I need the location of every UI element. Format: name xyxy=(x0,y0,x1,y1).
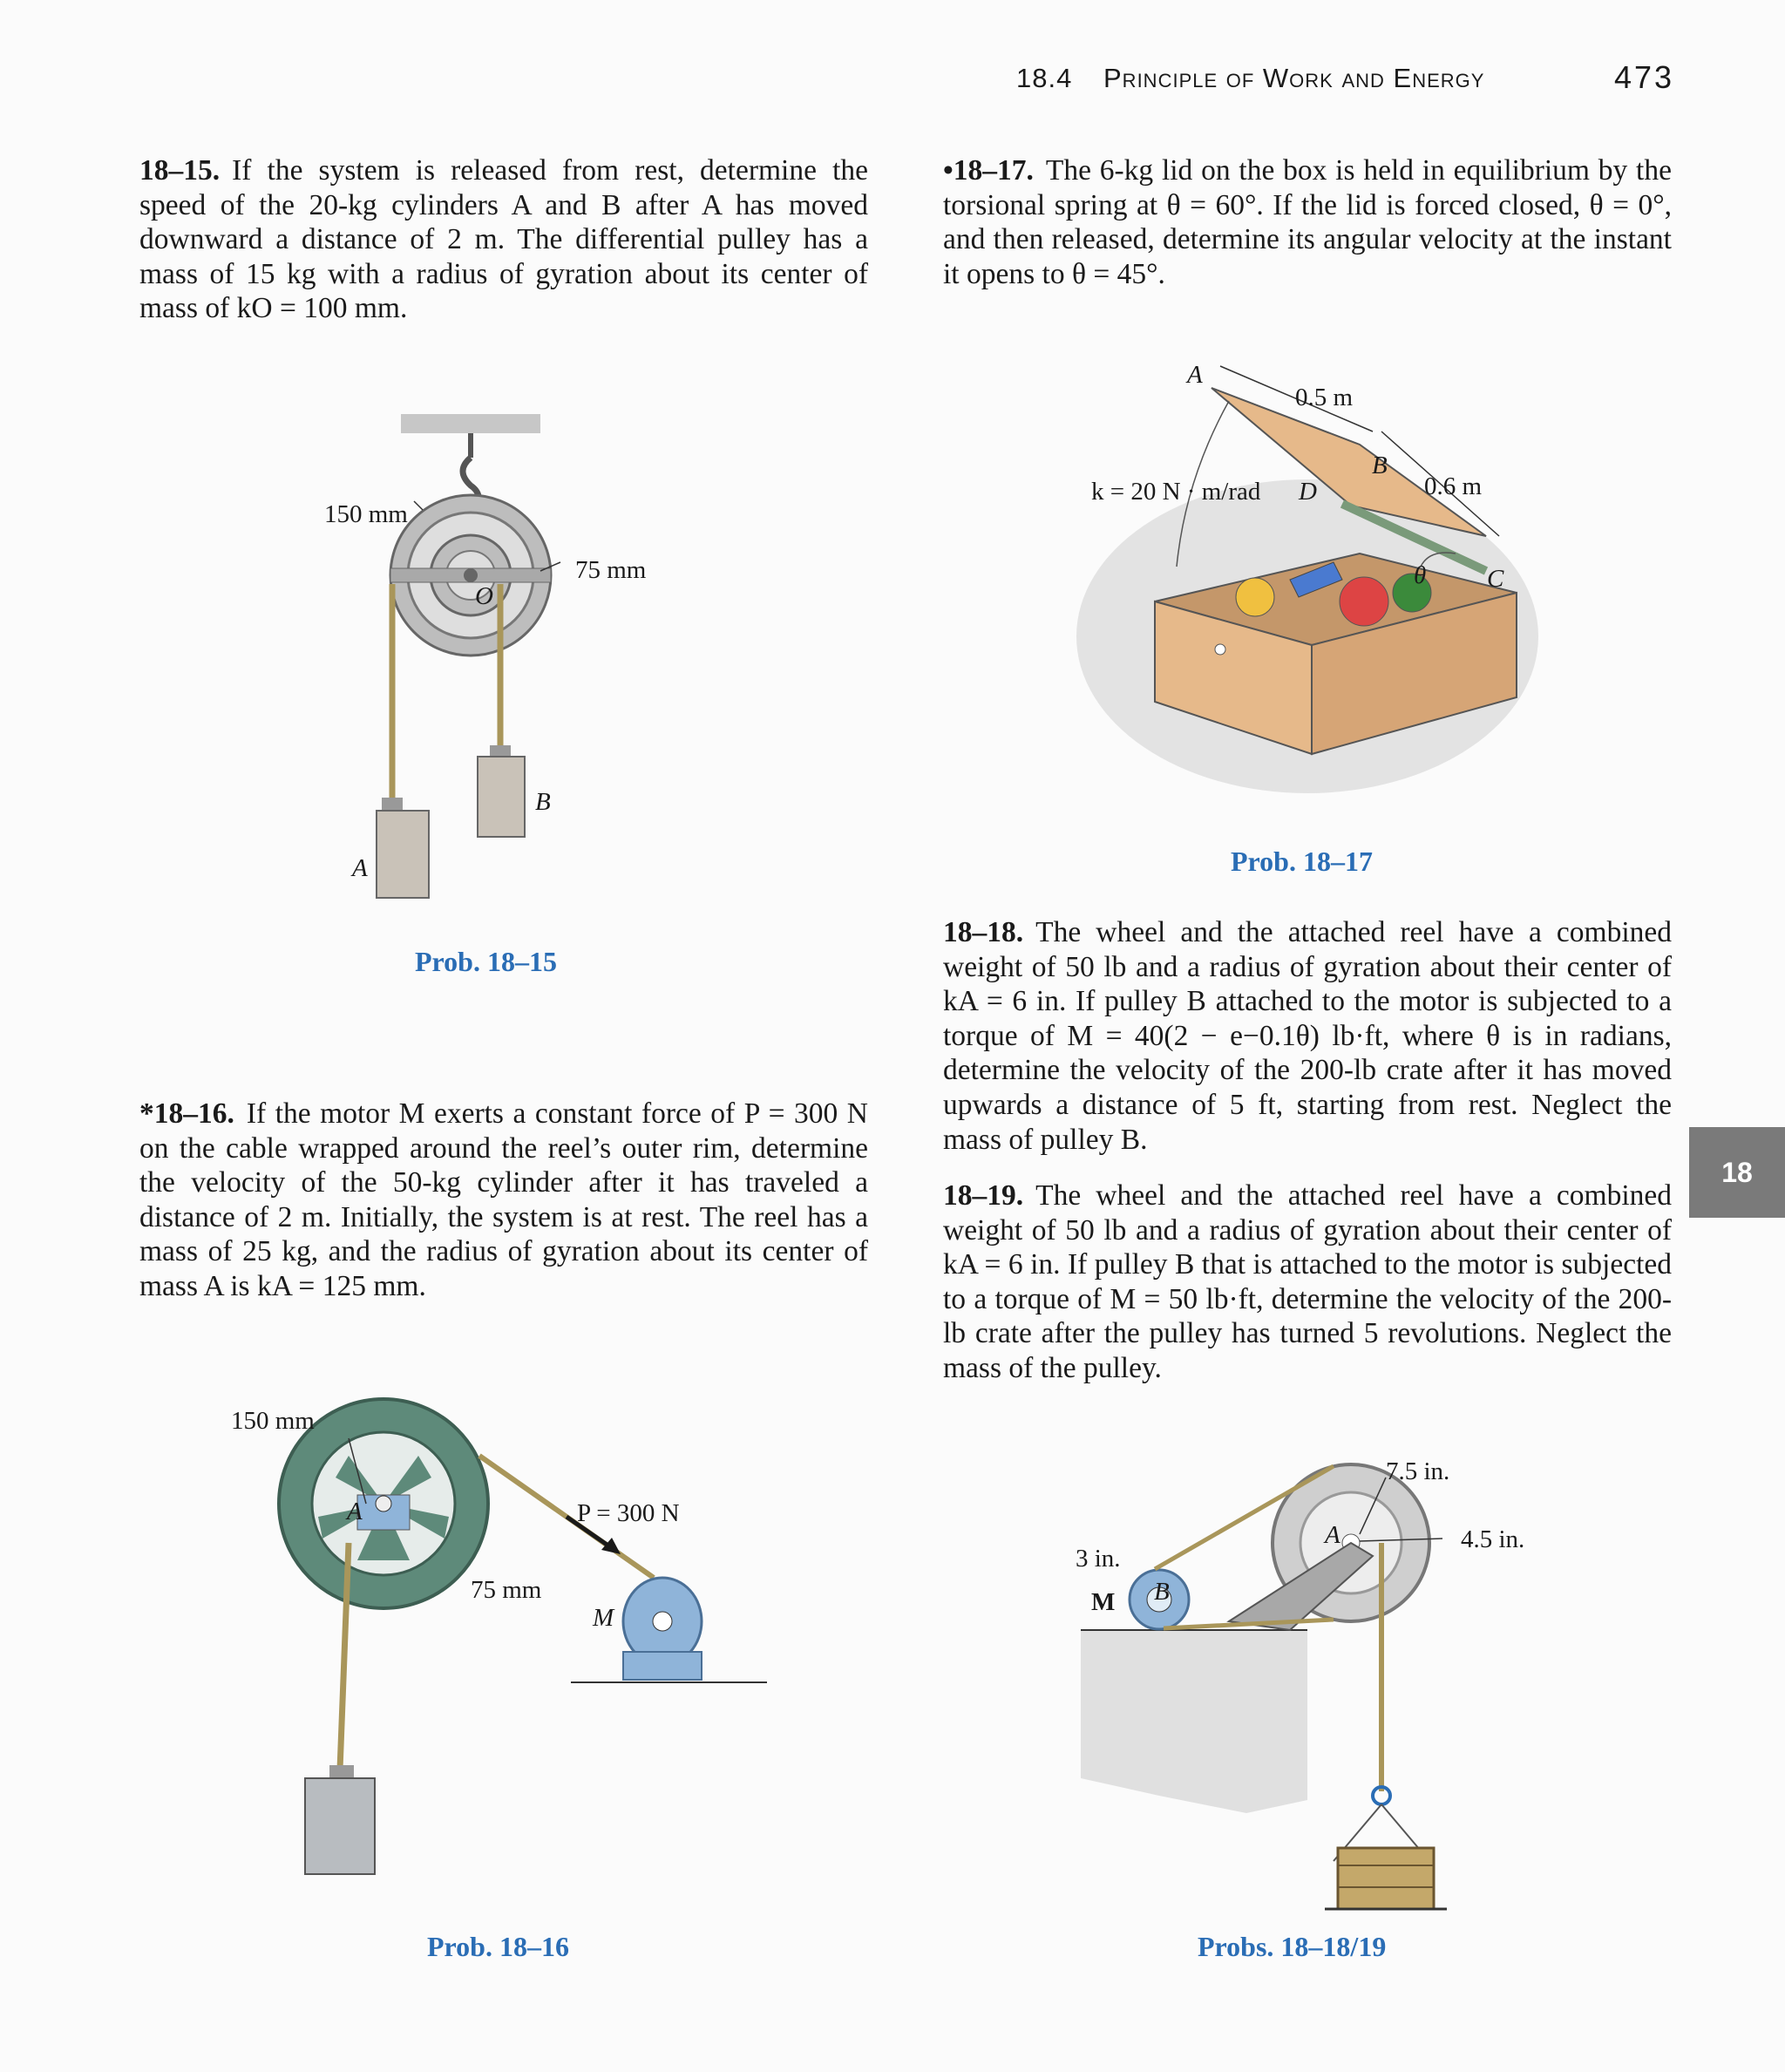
label-cylinder-a: A xyxy=(352,854,368,882)
problem-text: If the system is released from rest, determine the speed of the 20-kg cylinders A and B after A has moved downward a distance of 2 m. The differential pulley has a mass of 15 kg with a radius of gyration about its center of mass of kO = 100 mm. xyxy=(139,154,868,325)
label-motor: M xyxy=(593,1604,614,1632)
label-0-5m: 0.5 m xyxy=(1295,384,1354,411)
label-0-6m: 0.6 m xyxy=(1424,472,1483,500)
problem-18-17 xyxy=(943,153,1672,291)
problem-number: 18–15. xyxy=(139,154,221,187)
label-o: O xyxy=(475,582,493,610)
problem-18-18 xyxy=(943,915,1672,1157)
problem-text: The 6-kg lid on the box is held in equilibrium by the torsional spring at θ = 60°. If the lid is forced closed, θ = 0°, and then released, determine its angular velocity at the instant it opens to θ = 45°. xyxy=(943,154,1672,290)
figure-18-15 xyxy=(296,401,645,924)
running-head-section: 18.4 xyxy=(1016,63,1073,93)
label-force: P = 300 N xyxy=(577,1499,680,1527)
problem-18-16 xyxy=(139,1097,868,1304)
label-theta: θ xyxy=(1414,561,1427,589)
page-number: 473 xyxy=(1614,59,1675,95)
problem-18-19 xyxy=(943,1179,1672,1386)
caption-18-16: Prob. 18–16 xyxy=(427,1931,569,1962)
running-head-title: Principle of Work and Energy xyxy=(1103,63,1485,93)
label-150mm: 150 mm xyxy=(324,500,408,528)
problem-18-15 xyxy=(139,153,868,326)
caption-18-18-19: Probs. 18–18/19 xyxy=(1198,1931,1387,1962)
label-7-5in: 7.5 in. xyxy=(1386,1457,1450,1485)
caption-18-17: Prob. 18–17 xyxy=(1231,846,1373,877)
label-b: B xyxy=(1372,452,1388,479)
label-150mm: 150 mm xyxy=(231,1407,315,1435)
problem-text: The wheel and the attached reel have a combined weight of 50 lb and a radius of gyration about their center of kA = 6 in. If pulley B that is attached to the motor is subjected to a torque of M = 50 lb·ft, determine the velocity of the 200-lb crate after the pulley has turned 5 revolutions. Neglect the mass of the pulley. xyxy=(943,1179,1672,1384)
label-75mm: 75 mm xyxy=(575,556,647,584)
label-d: D xyxy=(1299,478,1317,506)
label-4-5in: 4.5 in. xyxy=(1461,1525,1525,1553)
label-cylinder-b: B xyxy=(535,788,551,816)
problem-number: 18–19. xyxy=(943,1179,1024,1212)
label-motor: M xyxy=(1091,1588,1116,1616)
label-a: A xyxy=(1325,1521,1340,1549)
label-75mm: 75 mm xyxy=(471,1576,542,1604)
chapter-tab: 18 xyxy=(1689,1127,1785,1218)
label-a: A xyxy=(347,1498,363,1525)
label-spring-constant: k = 20 N · m/rad xyxy=(1091,478,1261,506)
label-3in: 3 in. xyxy=(1076,1545,1121,1573)
label-b: B xyxy=(1154,1578,1170,1606)
label-a: A xyxy=(1187,361,1203,389)
label-c: C xyxy=(1487,565,1504,593)
figure-18-18-19 xyxy=(1072,1447,1560,1935)
caption-18-15: Prob. 18–15 xyxy=(415,946,557,977)
figure-18-16 xyxy=(218,1395,784,1918)
problem-text: If the motor M exerts a constant force of P = 300 N on the cable wrapped around the reel’s outer rim, determine the velocity of the 50-kg cylinder after it has traveled a distance of 2 m. Initially, the system is at rest. The reel has a mass of 25 kg, and the radius of gyration about its center of mass A is kA = 125 mm. xyxy=(139,1097,868,1302)
problem-number: 18–18. xyxy=(943,916,1024,948)
problem-text: The wheel and the attached reel have a combined weight of 50 lb and a radius of gyration about their center of kA = 6 in. If pulley B attached to the motor is subjected to a torque of M = 40(2 − e−0.1θ) lb·ft, where θ is in radians, determine the velocity of the 200-lb crate after it has moved upwards a distance of 5 ft, starting from rest. Neglect the mass of pulley B. xyxy=(943,916,1672,1156)
problem-number: •18–17. xyxy=(943,154,1034,187)
problem-number: *18–16. xyxy=(139,1097,234,1130)
